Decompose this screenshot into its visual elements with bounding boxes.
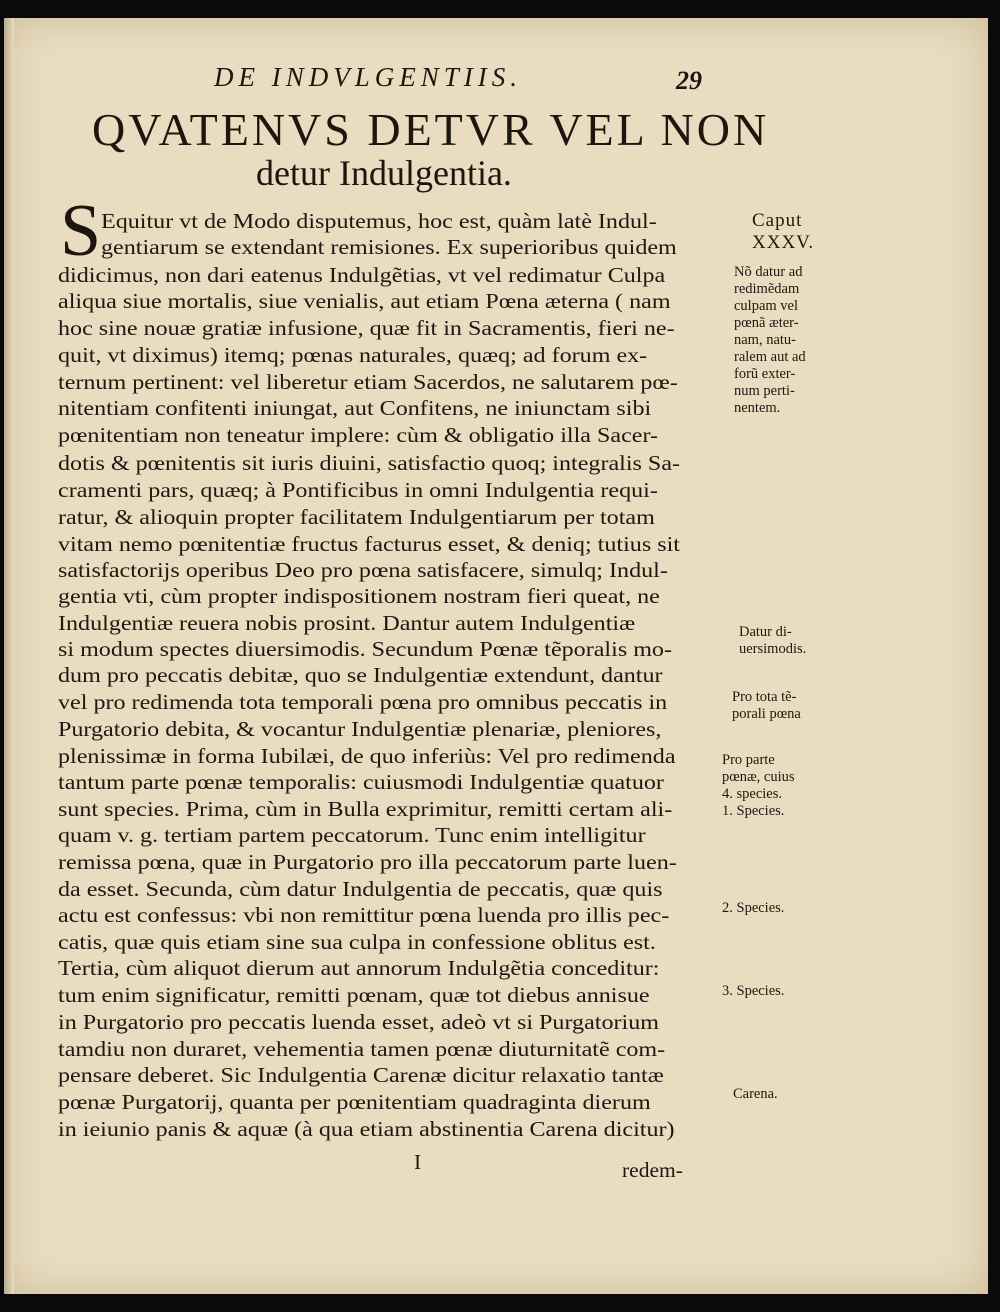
body-line: nitentiam confitenti iniungat, aut Confitens, ne iniunctam sibi xyxy=(58,396,652,420)
margin-note-line: porali pœna xyxy=(732,706,801,722)
drop-cap: S xyxy=(60,190,102,272)
margin-note-line: Caput xyxy=(752,210,803,231)
margin-note-line: culpam vel xyxy=(734,298,799,314)
margin-note xyxy=(739,624,806,658)
margin-note xyxy=(734,264,806,417)
margin-note-line: uersimodis. xyxy=(739,641,807,657)
body-line: tantum parte pœnæ temporalis: cuiusmodi Indulgentiæ quatuor xyxy=(58,770,664,794)
body-line: si modum spectes diuersimodis. Secundum Pœnæ tẽporalis mo- xyxy=(58,637,673,661)
margin-note xyxy=(732,689,801,723)
body-line: gentiarum se extendant remisiones. Ex superioribus quidem xyxy=(101,235,677,259)
body-line: Purgatorio debita, & vocantur Indulgentiæ plenariæ, pleniores, xyxy=(58,717,662,741)
page-number: 29 xyxy=(676,66,702,95)
margin-note-line: Carena. xyxy=(733,1086,778,1102)
margin-note-line: 3. Species. xyxy=(722,983,785,999)
body-line: ternum pertinent: vel liberetur etiam Sacerdos, ne salutarem pœ- xyxy=(58,370,678,394)
body-line: vel pro redimenda tota temporali pœna pro omnibus peccatis in xyxy=(58,690,668,714)
margin-note-line: 1. Species. xyxy=(722,803,785,819)
margin-note-line: Pro parte xyxy=(722,752,775,768)
body-line: pœnitentiam non teneatur implere: cùm & obligatio illa Sacer- xyxy=(58,423,659,447)
margin-note-line: nam, natu- xyxy=(734,332,797,348)
body-line: didicimus, non dari eatenus Indulgẽtias, vt vel redimatur Culpa xyxy=(58,263,666,287)
body-line: in ieiunio panis & aquæ (à qua etiam abstinentia Carena dicitur) xyxy=(58,1117,675,1141)
body-line: ratur, & alioquin propter facilitatem Indulgentiarum per totam xyxy=(58,505,655,529)
margin-note-line: XXXV. xyxy=(752,232,815,253)
margin-note-line: Nõ datur ad xyxy=(734,264,803,280)
margin-note-line: ralem aut ad xyxy=(734,349,806,365)
body-line: hoc sine nouæ gratiæ infusione, quæ fit in Sacramentis, fieri ne- xyxy=(58,316,675,340)
body-line: quam v. g. tertiam partem peccatorum. Tunc enim intelligitur xyxy=(58,823,646,847)
body-line: cramenti pars, quæq; à Pontificibus in omni Indulgentia requi- xyxy=(58,478,658,502)
body-line: aliqua siue mortalis, siue venialis, aut etiam Pœna æterna ( nam xyxy=(58,289,671,313)
body-line: remissa pœna, quæ in Purgatorio pro illa peccatorum parte luen- xyxy=(58,850,677,874)
margin-note xyxy=(722,983,784,1000)
page-gutter-shadow xyxy=(4,18,14,1294)
margin-note-line: 2. Species. xyxy=(722,900,785,916)
margin-note-line: forũ exter- xyxy=(734,366,796,382)
chapter-title-line-2: detur Indulgentia. xyxy=(256,153,512,193)
margin-note-line: 4. species. xyxy=(722,786,782,802)
margin-note-line: pœnæ, cuius xyxy=(722,769,795,785)
body-line: pensare deberet. Sic Indulgentia Carenæ dicitur relaxatio tantæ xyxy=(58,1063,664,1087)
body-line: pœnæ Purgatorij, quanta per pœnitentiam quadraginta dierum xyxy=(58,1090,651,1114)
margin-note xyxy=(733,1086,778,1103)
body-line: sunt species. Prima, cùm in Bulla exprimitur, remitti certam ali- xyxy=(58,797,673,821)
margin-note-line: Pro tota tẽ- xyxy=(732,689,797,705)
margin-note-line: pœnã æter- xyxy=(734,315,799,331)
margin-note-line: nentem. xyxy=(734,400,781,416)
body-line: in Purgatorio pro peccatis luenda esset, adeò vt si Purgatorium xyxy=(58,1010,660,1034)
body-line: actu est confessus: vbi non remittitur pœna luenda pro illis pec- xyxy=(58,903,670,927)
body-line: dotis & pœnitentis sit iuris diuini, satisfactio quoq; integralis Sa- xyxy=(58,451,681,475)
margin-note-line: num perti- xyxy=(734,383,795,399)
margin-note xyxy=(752,210,814,254)
margin-note xyxy=(722,752,795,820)
body-line: Indulgentiæ reuera nobis prosint. Dantur autem Indulgentiæ xyxy=(58,611,636,635)
body-line: catis, quæ quis etiam sine sua culpa in confessione oblitus est. xyxy=(58,930,656,954)
margin-note-line: redimẽdam xyxy=(734,281,800,297)
running-head: DE INDVLGENTIIS. xyxy=(214,62,522,92)
body-line: dum pro peccatis debitæ, quo se Indulgentiæ extendunt, dantur xyxy=(58,663,663,687)
body-line: satisfactorijs operibus Deo pro pœna satisfacere, simulq; Indul- xyxy=(58,558,668,582)
margin-note xyxy=(722,900,784,917)
body-line: Equitur vt de Modo disputemus, hoc est, quàm latè Indul- xyxy=(101,209,657,233)
body-line: Tertia, cùm aliquot dierum aut annorum Indulgẽtia conceditur: xyxy=(58,956,660,980)
body-line: tum enim significatur, remitti pœnam, quæ tot diebus annisue xyxy=(58,983,650,1007)
chapter-title-line-1: QVATENVS DETVR VEL NON xyxy=(92,104,770,155)
body-line: gentia vti, cùm propter indispositionem nostram fieri queat, ne xyxy=(58,584,660,608)
body-line: da esset. Secunda, cùm datur Indulgentia de peccatis, quæ quis xyxy=(58,877,663,901)
signature-mark: I xyxy=(414,1150,422,1174)
margin-note-line: Datur di- xyxy=(739,624,792,640)
body-line: quit, vt diximus) itemq; pœnas naturales, quæq; ad forum ex- xyxy=(58,343,648,367)
catchword: redem- xyxy=(622,1158,683,1182)
body-line: vitam nemo pœnitentiæ fructus facturus esset, & deniq; tutius sit xyxy=(58,532,680,556)
body-line: tamdiu non duraret, vehementia tamen pœnæ diuturnitatẽ com- xyxy=(58,1037,666,1061)
body-line: plenissimæ in forma Iubilæi, de quo inferiùs: Vel pro redimenda xyxy=(58,744,676,768)
